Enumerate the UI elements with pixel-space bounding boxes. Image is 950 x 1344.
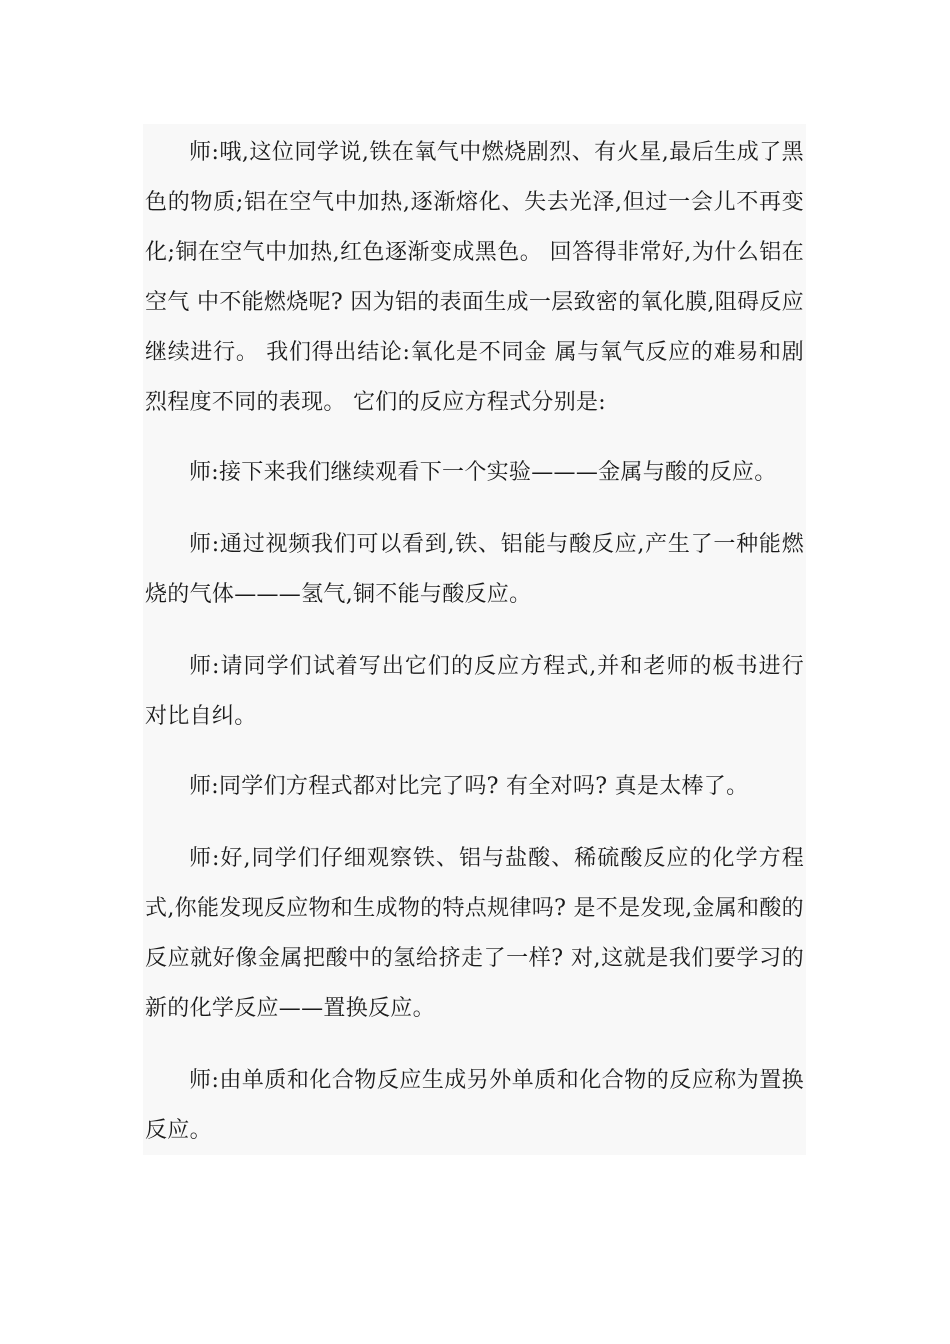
paragraph-5: 师:同学们方程式都对比完了吗? 有全对吗? 真是太棒了。: [189, 774, 749, 799]
paragraph-2: 师:接下来我们继续观看下一个实验———金属与酸的反应。: [189, 460, 777, 485]
paragraph-6: 师:好,同学们仔细观察铁、铝与盐酸、稀硫酸反应的化学方程式,你能发现反应物和生成物的特点规律吗? 是不是发现,金属和酸的反应就好像金属把酸中的氢给挤走了一样? 对,这就是我们要学习的新的化学反应——置换反应。: [145, 846, 804, 1021]
paragraph-4: 师:请同学们试着写出它们的反应方程式,并和老师的板书进行对比自纠。: [145, 654, 804, 729]
document-text-block: [143, 124, 806, 1155]
paragraph-1: 师:哦,这位同学说,铁在氧气中燃烧剧烈、有火星,最后生成了黑色的物质;铝在空气中加热,逐渐熔化、失去光泽,但过一会儿不再变化;铜在空气中加热,红色逐渐变成黑色。 回答得非常好,为什么铝在空气 中不能燃烧呢? 因为铝的表面生成一层致密的氧化膜,阻碍反应继续进行。 我们得出结论:氧化是不同金 属与氧气反应的难易和剧烈程度不同的表现。 它们的反应方程式分别是:: [145, 140, 804, 415]
paragraph-3: 师:通过视频我们可以看到,铁、铝能与酸反应,产生了一种能燃烧的气体———氢气,铜不能与酸反应。: [145, 532, 804, 607]
paragraph-7: 师:由单质和化合物反应生成另外单质和化合物的反应称为置换反应。: [145, 1068, 804, 1143]
